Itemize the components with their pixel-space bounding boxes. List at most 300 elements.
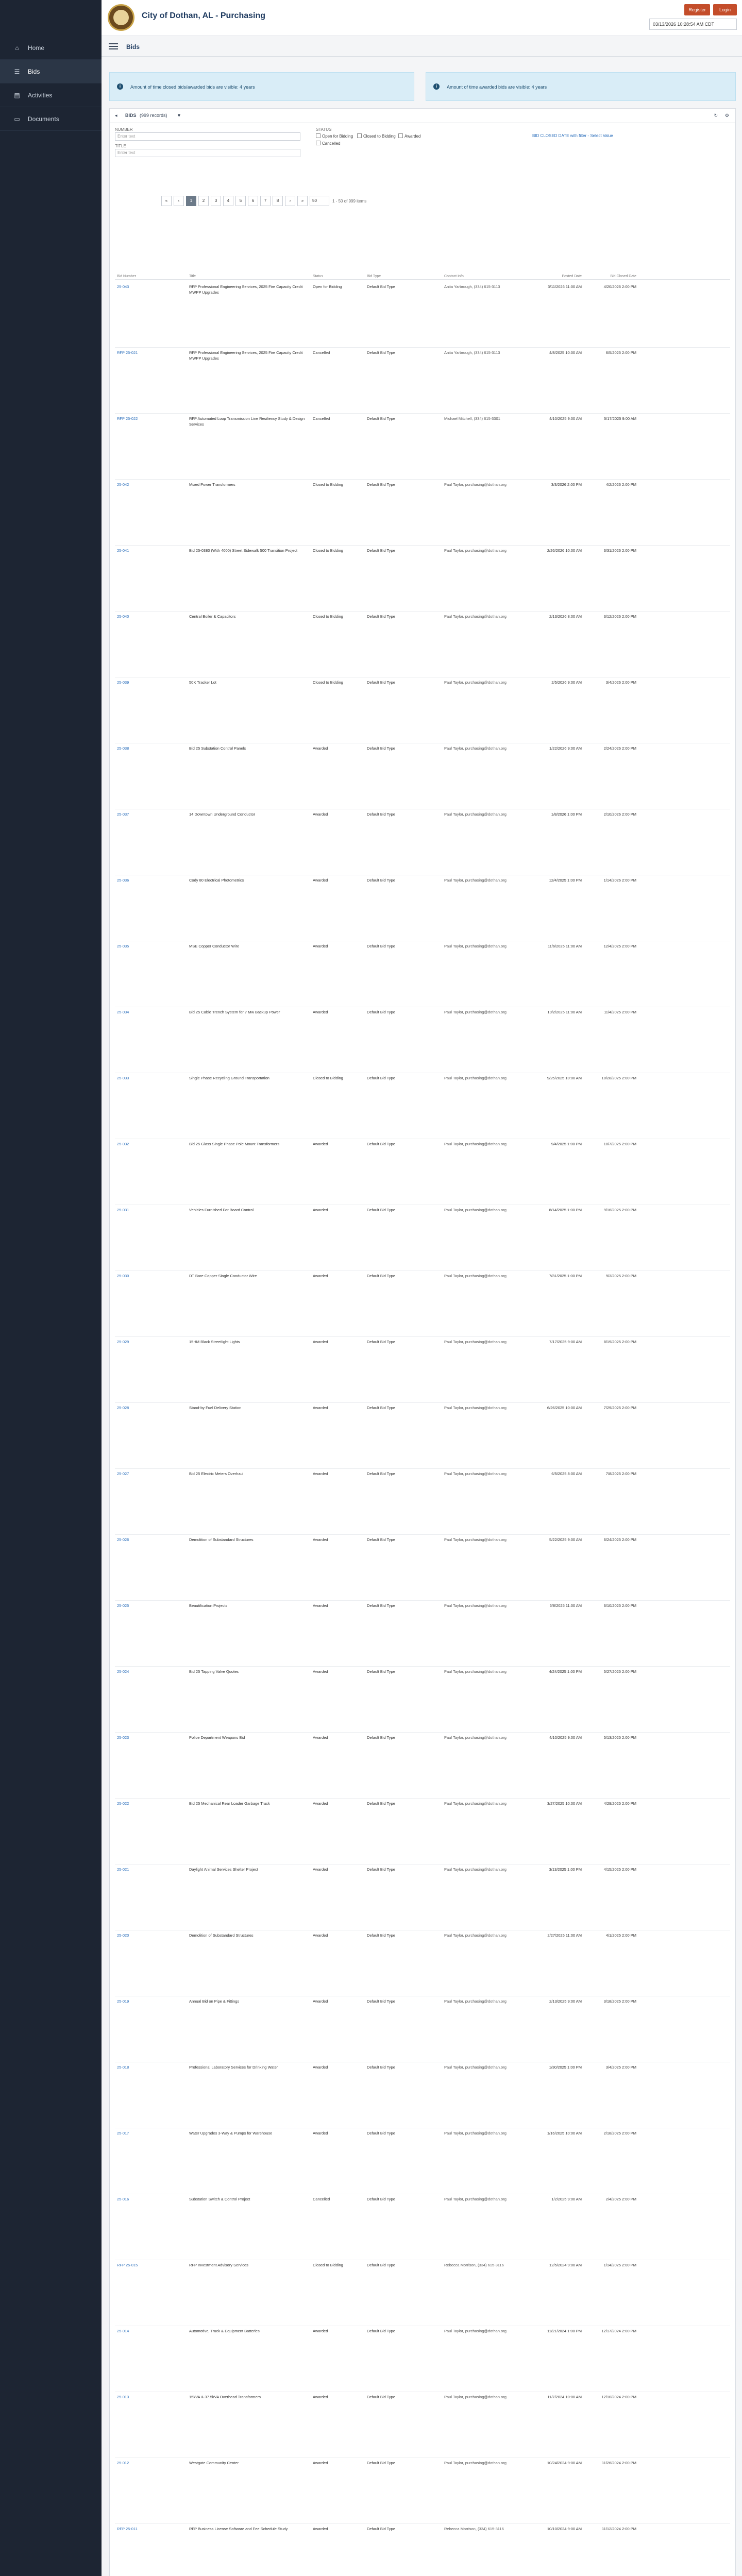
bid-number-link[interactable]: 25-026 (117, 1537, 129, 1542)
bid-number-link[interactable]: 25-035 (117, 944, 129, 948)
table-cell: 7/29/2025 2:00 PM (603, 1405, 636, 1410)
table-cell: 3/18/2025 2:00 PM (603, 1999, 636, 2004)
table-cell: Paul Taylor, purchasing@dothan.org (444, 878, 507, 883)
pager-next[interactable]: › (285, 196, 295, 206)
table-cell: Paul Taylor, purchasing@dothan.org (444, 2395, 507, 2399)
table-cell: 6/5/2025 8:00 AM (551, 1471, 582, 1476)
table-row[interactable] (115, 1205, 730, 1271)
table-cell: Default Bid Type (367, 878, 395, 883)
table-cell: 10/2/2025 11:00 AM (547, 1010, 582, 1014)
table-cell: Default Bid Type (367, 2461, 395, 2465)
bid-number-link[interactable]: 25-014 (117, 2329, 129, 2333)
table-cell: 4/2/2026 2:00 PM (605, 482, 636, 487)
table-cell: Awarded (313, 1669, 328, 1674)
table-row[interactable] (115, 2062, 730, 2128)
pager-first[interactable]: « (161, 196, 172, 206)
bid-number-link[interactable]: 25-030 (117, 1274, 129, 1278)
table-cell: Awarded (313, 1340, 328, 1344)
bids-panel (109, 108, 736, 2576)
bid-number-link[interactable]: 25-043 (117, 284, 129, 289)
table-cell: 2/4/2025 2:00 PM (605, 2197, 636, 2201)
sidebar-item-home[interactable] (0, 36, 102, 60)
table-cell: 2/5/2026 9:00 AM (551, 680, 582, 685)
table-row[interactable] (115, 1996, 730, 2062)
table-cell: 4/1/2025 2:00 PM (605, 1933, 636, 1938)
table-cell: Awarded (313, 1735, 328, 1740)
table-cell: 1/22/2026 9:00 AM (549, 746, 582, 751)
table-cell: MSE Copper Conductor Wire (189, 944, 240, 948)
bid-number-link[interactable]: 25-033 (117, 1076, 129, 1080)
panel-toolbar (110, 109, 735, 123)
table-cell: Paul Taylor, purchasing@dothan.org (444, 2131, 507, 2136)
bid-number-link[interactable]: 25-013 (117, 2395, 129, 2399)
table-row[interactable] (115, 1139, 730, 1205)
table-cell: 12/17/2024 2:00 PM (601, 2329, 636, 2333)
table-cell: 4/20/2026 2:00 PM (603, 284, 636, 289)
settings-icon[interactable]: ⚙ (724, 113, 729, 118)
table-cell: Default Bid Type (367, 1603, 395, 1608)
table-cell: 3/11/2026 11:00 AM (547, 284, 582, 289)
bid-number-link[interactable]: 25-034 (117, 1010, 129, 1014)
table-cell: Paul Taylor, purchasing@dothan.org (444, 1669, 507, 1674)
pager-info: 1 - 50 of 999 items (332, 198, 367, 204)
table-cell: Paul Taylor, purchasing@dothan.org (444, 812, 507, 817)
table-cell: Annual Bid on Pipe & Fittings (189, 1999, 240, 2004)
table-cell: Paul Taylor, purchasing@dothan.org (444, 2461, 507, 2465)
table-cell: 1/8/2026 1:00 PM (551, 812, 582, 817)
table-cell: Paul Taylor, purchasing@dothan.org (444, 1208, 507, 1212)
bid-number-link[interactable]: RFP 25-015 (117, 2263, 138, 2267)
table-cell: Cancelled (313, 2197, 330, 2201)
table-cell: Anita Yarbrough, (334) 615-3113 (444, 284, 500, 289)
table-cell: 6/26/2025 10:00 AM (547, 1405, 582, 1410)
bid-number-link[interactable]: 25-019 (117, 1999, 129, 2004)
table-row[interactable] (115, 282, 730, 348)
table-row[interactable] (115, 2326, 730, 2392)
table-cell: Closed to Bidding (313, 2263, 343, 2267)
table-cell: Awarded (313, 1867, 328, 1872)
refresh-icon[interactable]: ↻ (714, 113, 718, 118)
table-cell: RFP Automated Loop Transmission Line Resiliency Study & Design Services (189, 416, 305, 427)
table-row[interactable] (115, 414, 730, 480)
table-cell: Awarded (313, 878, 328, 883)
bid-number-link[interactable]: 25-025 (117, 1603, 129, 1608)
table-cell: Default Bid Type (367, 2197, 395, 2201)
table-cell: 9/4/2025 1:00 PM (551, 1142, 582, 1146)
col-header[interactable]: Status (313, 275, 323, 278)
table-row[interactable] (115, 1667, 730, 1733)
bid-number-link[interactable]: RFP 25-021 (117, 350, 138, 355)
bid-number-link[interactable]: 25-041 (117, 548, 129, 553)
table-cell: Default Bid Type (367, 1867, 395, 1872)
pager-page[interactable]: 1 (186, 196, 196, 206)
table-cell: Default Bid Type (367, 1537, 395, 1542)
documents-icon: ▭ (14, 115, 20, 123)
sidebar-item-label: Activities (28, 91, 53, 99)
table-cell: 2/10/2026 2:00 PM (603, 812, 636, 817)
table-cell: 14 Downtown Underground Conductor (189, 812, 255, 817)
table-cell: 3/3/2026 2:00 PM (551, 482, 582, 487)
table-cell: Paul Taylor, purchasing@dothan.org (444, 482, 507, 487)
bid-number-link[interactable]: 25-017 (117, 2131, 129, 2136)
table-cell: Bid 25-0380 (With 4000) Street Sidewalk 500 Transition Project (189, 548, 298, 553)
bid-number-link[interactable]: 25-031 (117, 1208, 129, 1212)
table-row[interactable] (115, 1865, 730, 1930)
alert-awarded-bids: i Amount of time awarded bids are visible: 4 years (426, 72, 736, 101)
table-cell: Paul Taylor, purchasing@dothan.org (444, 2197, 507, 2201)
table-cell: 4/8/2025 10:00 AM (549, 350, 582, 355)
col-header[interactable]: Title (189, 275, 196, 278)
register-button[interactable]: Register (684, 4, 710, 15)
table-cell: Default Bid Type (367, 548, 395, 553)
pager-last[interactable]: » (297, 196, 308, 206)
table-cell: Professional Laboratory Services for Drinking Water (189, 2065, 278, 2070)
table-cell: 11/26/2024 2:00 PM (602, 2461, 636, 2465)
bids-label: BIDS (125, 113, 137, 118)
table-cell: Bid 25 Glass Single Phase Pole Mount Transformers (189, 1142, 280, 1146)
table-cell: 6/10/2025 2:00 PM (603, 1603, 636, 1608)
table-cell: Paul Taylor, purchasing@dothan.org (444, 1340, 507, 1344)
bid-number-link[interactable]: 25-024 (117, 1669, 129, 1674)
table-cell: Michael Mitchell, (334) 615-3301 (444, 416, 500, 421)
filters-section (110, 123, 735, 190)
table-cell: Mixed Power Transformers (189, 482, 235, 487)
table-cell: Closed to Bidding (313, 482, 343, 487)
table-cell: RFP Business License Software and Fee Schedule Study (189, 2527, 288, 2531)
bid-number-link[interactable]: 25-036 (117, 878, 129, 883)
table-cell: Open for Bidding (313, 284, 342, 289)
table-cell: Daylight Animal Services Shelter Project (189, 1867, 258, 1872)
bid-number-link[interactable]: 25-042 (117, 482, 129, 487)
table-cell: Paul Taylor, purchasing@dothan.org (444, 746, 507, 751)
bid-number-link[interactable]: 25-040 (117, 614, 129, 619)
table-cell: 7/17/2025 9:00 AM (549, 1340, 582, 1344)
table-row[interactable] (115, 743, 730, 809)
status-closed-checkbox[interactable]: Closed to Bidding (357, 133, 396, 139)
bid-number-link[interactable]: 25-039 (117, 680, 129, 685)
table-cell: Awarded (313, 2329, 328, 2333)
table-cell: 1/2/2025 9:00 AM (551, 2197, 582, 2201)
table-cell: Rebecca Morrison, (334) 615-3116 (444, 2527, 504, 2531)
table-cell: 15kVA & 37.5kVA Overhead Transformers (189, 2395, 261, 2399)
bid-number-link[interactable]: 25-029 (117, 1340, 129, 1344)
table-cell: Bid 25 Mechanical Rear Loader Garbage Truck (189, 1801, 270, 1806)
pager-page[interactable]: 5 (235, 196, 246, 206)
table-cell: Default Bid Type (367, 812, 395, 817)
table-row[interactable] (115, 1007, 730, 1073)
table-cell: Awarded (313, 812, 328, 817)
table-cell: Paul Taylor, purchasing@dothan.org (444, 1537, 507, 1542)
table-cell: DT Bare Copper Single Conductor Wire (189, 1274, 257, 1278)
status-awarded-checkbox[interactable]: Awarded (398, 133, 420, 139)
bid-number-link[interactable]: 25-012 (117, 2461, 129, 2465)
bids-table-body (115, 282, 730, 2576)
table-cell: Paul Taylor, purchasing@dothan.org (444, 1867, 507, 1872)
table-cell: Default Bid Type (367, 2263, 395, 2267)
table-cell: 5/8/2025 11:00 AM (549, 1603, 582, 1608)
table-cell: 10/10/2024 9:00 AM (547, 2527, 582, 2531)
status-label: STATUS (316, 127, 332, 132)
table-cell: 2/13/2026 8:00 AM (549, 614, 582, 619)
table-cell: Default Bid Type (367, 1735, 395, 1740)
table-cell: Paul Taylor, purchasing@dothan.org (444, 548, 507, 553)
table-cell: 3/13/2025 1:00 PM (549, 1867, 582, 1872)
table-cell: Default Bid Type (367, 1076, 395, 1080)
table-cell: Bid 25 Substation Control Panels (189, 746, 246, 751)
table-cell: 3/4/2025 2:00 PM (605, 2065, 636, 2070)
table-cell: 6/24/2025 2:00 PM (603, 1537, 636, 1542)
table-row[interactable] (115, 1337, 730, 1403)
bid-number-link[interactable]: 25-022 (117, 1801, 129, 1806)
table-row[interactable] (115, 2260, 730, 2326)
table-row[interactable] (115, 2524, 730, 2576)
table-row[interactable] (115, 480, 730, 546)
page-header (102, 36, 742, 57)
table-cell: Automotive, Truck & Equipment Batteries (189, 2329, 260, 2333)
table-cell: Default Bid Type (367, 2329, 395, 2333)
table-cell: 12/5/2024 9:00 AM (549, 2263, 582, 2267)
table-cell: Stand-by Fuel Delivery Station (189, 1405, 242, 1410)
table-cell: Awarded (313, 1208, 328, 1212)
table-row[interactable] (115, 2392, 730, 2458)
table-cell: 3/4/2026 2:00 PM (605, 680, 636, 685)
bid-number-link[interactable]: 25-021 (117, 1867, 129, 1872)
table-row[interactable] (115, 809, 730, 875)
table-cell: Awarded (313, 1405, 328, 1410)
table-cell: Awarded (313, 1999, 328, 2004)
table-row[interactable] (115, 546, 730, 612)
table-cell: Paul Taylor, purchasing@dothan.org (444, 2329, 507, 2333)
table-cell: 3/12/2026 2:00 PM (603, 614, 636, 619)
table-cell: Default Bid Type (367, 2065, 395, 2070)
table-row[interactable] (115, 1271, 730, 1337)
table-row[interactable] (115, 1073, 730, 1139)
bid-number-link[interactable]: 25-020 (117, 1933, 129, 1938)
table-cell: 9/25/2025 10:00 AM (547, 1076, 582, 1080)
table-cell: Awarded (313, 2461, 328, 2465)
bid-number-link[interactable]: RFP 25-011 (117, 2527, 138, 2531)
sidebar-item-documents[interactable] (0, 107, 102, 131)
sidebar-item-activities[interactable] (0, 83, 102, 107)
table-cell: 5/27/2025 2:00 PM (603, 1669, 636, 1674)
table-row[interactable] (115, 1930, 730, 1996)
table-cell: Paul Taylor, purchasing@dothan.org (444, 2065, 507, 2070)
table-row[interactable] (115, 348, 730, 414)
table-cell: Westgate Community Center (189, 2461, 239, 2465)
table-cell: 3/31/2026 2:00 PM (603, 548, 636, 553)
table-cell: Paul Taylor, purchasing@dothan.org (444, 1999, 507, 2004)
table-cell: Default Bid Type (367, 1669, 395, 1674)
table-cell: 11/21/2024 1:00 PM (547, 2329, 582, 2333)
table-row[interactable] (115, 1469, 730, 1535)
table-row[interactable] (115, 2194, 730, 2260)
menu-toggle-icon[interactable] (109, 42, 118, 50)
table-row[interactable] (115, 612, 730, 677)
table-cell: Paul Taylor, purchasing@dothan.org (444, 1405, 507, 1410)
table-cell: Awarded (313, 1603, 328, 1608)
table-cell: 8/19/2025 2:00 PM (603, 1340, 636, 1344)
activities-icon: ▤ (14, 91, 20, 99)
table-cell: 11/6/2025 11:00 AM (547, 944, 582, 948)
login-button[interactable]: Login (713, 4, 737, 15)
table-row[interactable] (115, 875, 730, 941)
table-row[interactable] (115, 2458, 730, 2524)
table-cell: Single Phase Recycling Ground Transportation (189, 1076, 269, 1080)
sidebar-item-label: Bids (28, 67, 40, 75)
status-cancelled-checkbox[interactable]: Cancelled (316, 141, 341, 146)
table-cell: Cancelled (313, 350, 330, 355)
table-cell: Anita Yarbrough, (334) 615-3113 (444, 350, 500, 355)
table-cell: 10/24/2024 9:00 AM (547, 2461, 582, 2465)
bid-number-link[interactable]: 25-038 (117, 746, 129, 751)
sidebar-item-label: Documents (28, 115, 59, 123)
pager-page[interactable]: 4 (223, 196, 233, 206)
table-row[interactable] (115, 1601, 730, 1667)
table-cell: Awarded (313, 1274, 328, 1278)
pager-page[interactable]: 3 (211, 196, 221, 206)
table-cell: Awarded (313, 2065, 328, 2070)
table-cell: Rebecca Morrison, (334) 615-3116 (444, 2263, 504, 2267)
sidebar (0, 0, 102, 2576)
table-cell: Awarded (313, 1471, 328, 1476)
table-cell: Closed to Bidding (313, 1076, 343, 1080)
table-row[interactable] (115, 1403, 730, 1469)
status-open-checkbox[interactable]: Open for Bidding (316, 133, 353, 139)
table-row[interactable] (115, 677, 730, 743)
bid-number-link[interactable]: 25-028 (117, 1405, 129, 1410)
table-cell: Closed to Bidding (313, 614, 343, 619)
table-cell: Awarded (313, 2527, 328, 2531)
filter-icon[interactable]: ▼ (177, 113, 181, 118)
table-cell: Default Bid Type (367, 1010, 395, 1014)
table-cell: 10/28/2025 2:00 PM (601, 1076, 636, 1080)
table-cell: 9/3/2025 2:00 PM (605, 1274, 636, 1278)
table-cell: 4/24/2025 1:00 PM (549, 1669, 582, 1674)
table-cell: Paul Taylor, purchasing@dothan.org (444, 1274, 507, 1278)
col-header[interactable]: Bid Closed Date (610, 275, 636, 278)
table-cell: Beautification Projects (189, 1603, 228, 1608)
back-icon[interactable]: ◂ (115, 113, 117, 118)
bid-number-link[interactable]: 25-027 (117, 1471, 129, 1476)
table-cell: Demolition of Substandard Structures (189, 1537, 254, 1542)
table-row[interactable] (115, 2128, 730, 2194)
table-cell: Paul Taylor, purchasing@dothan.org (444, 1471, 507, 1476)
table-cell: Default Bid Type (367, 2395, 395, 2399)
table-cell: Paul Taylor, purchasing@dothan.org (444, 1933, 507, 1938)
table-cell: 1/16/2025 10:00 AM (547, 2131, 582, 2136)
table-cell: Paul Taylor, purchasing@dothan.org (444, 944, 507, 948)
bid-number-link[interactable]: 25-037 (117, 812, 129, 817)
pager-page[interactable]: 2 (198, 196, 209, 206)
pager-page[interactable]: 7 (260, 196, 271, 206)
number-input[interactable]: Enter text (115, 132, 300, 141)
table-cell: Awarded (313, 1142, 328, 1146)
sidebar-item-bids[interactable] (0, 60, 102, 83)
table-cell: 5/13/2025 2:00 PM (603, 1735, 636, 1740)
bid-number-link[interactable]: RFP 25-022 (117, 416, 138, 421)
table-cell: Awarded (313, 746, 328, 751)
table-cell: Paul Taylor, purchasing@dothan.org (444, 1010, 507, 1014)
table-cell: 15HM Black Streetlight Lights (189, 1340, 240, 1344)
table-cell: Bid 25 Electric Meters Overhaul (189, 1471, 244, 1476)
table-cell: Cody 80 Electrical Photometrics (189, 878, 244, 883)
table-cell: 11/7/2024 10:00 AM (547, 2395, 582, 2399)
table-cell: Default Bid Type (367, 1933, 395, 1938)
table-cell: Awarded (313, 2131, 328, 2136)
title-input[interactable]: Enter text (115, 149, 300, 157)
info-icon: i (433, 83, 440, 90)
table-cell: Default Bid Type (367, 944, 395, 948)
col-header[interactable]: Bid Type (367, 275, 381, 278)
table-cell: Default Bid Type (367, 614, 395, 619)
table-cell: Substation Switch & Control Project (189, 2197, 250, 2201)
bid-number-link[interactable]: 25-016 (117, 2197, 129, 2201)
closed-date-filter[interactable]: BID CLOSED DATE with filter - Select Value (532, 133, 613, 138)
pager-prev[interactable]: ‹ (174, 196, 184, 206)
table-cell: 1/30/2025 1:00 PM (549, 2065, 582, 2070)
table-row[interactable] (115, 1799, 730, 1865)
table-cell: 1/14/2025 2:00 PM (603, 2263, 636, 2267)
pager-page[interactable]: 6 (248, 196, 258, 206)
number-label: NUMBER (115, 127, 133, 132)
table-cell: Default Bid Type (367, 1208, 395, 1212)
col-header[interactable]: Contact Info (444, 275, 464, 278)
col-header[interactable]: Posted Date (562, 275, 582, 278)
table-cell: 4/10/2025 9:00 AM (549, 416, 582, 421)
table-cell: Central Boiler & Capacitors (189, 614, 236, 619)
table-row[interactable] (115, 1733, 730, 1799)
table-cell: 7/8/2025 2:00 PM (605, 1471, 636, 1476)
table-cell: Default Bid Type (367, 1999, 395, 2004)
table-header (115, 273, 730, 280)
table-cell: Demolition of Substandard Structures (189, 1933, 254, 1938)
record-count: (999 records) (140, 113, 167, 118)
table-row[interactable] (115, 1535, 730, 1601)
table-cell: Default Bid Type (367, 1274, 395, 1278)
table-cell: RFP Professional Engineering Services, 2025 Fire Capacity Credit MWPP Upgrades (189, 350, 303, 361)
table-cell: Default Bid Type (367, 350, 395, 355)
table-cell: 5/17/2025 9:00 AM (604, 416, 636, 421)
table-cell: Default Bid Type (367, 2527, 395, 2531)
table-cell: Bid 25 Tapping Valve Quotes (189, 1669, 239, 1674)
pager-page[interactable]: 8 (273, 196, 283, 206)
table-cell: Paul Taylor, purchasing@dothan.org (444, 1142, 507, 1146)
table-cell: Closed to Bidding (313, 680, 343, 685)
table-cell: Awarded (313, 1801, 328, 1806)
table-cell: Water Upgrades 3-Way & Pumps for Warehouse (189, 2131, 273, 2136)
table-cell: 2/18/2025 2:00 PM (603, 2131, 636, 2136)
table-cell: 12/4/2025 1:00 PM (549, 878, 582, 883)
col-header[interactable]: Bid Number (117, 275, 136, 278)
table-cell: 50K Tracker Lot (189, 680, 216, 685)
table-cell: 2/13/2025 9:00 AM (549, 1999, 582, 2004)
table-cell: 4/15/2025 2:00 PM (603, 1867, 636, 1872)
table-cell: Awarded (313, 944, 328, 948)
bid-number-link[interactable]: 25-023 (117, 1735, 129, 1740)
table-cell: 2/26/2026 10:00 AM (547, 548, 582, 553)
bid-number-link[interactable]: 25-018 (117, 2065, 129, 2070)
table-cell: Paul Taylor, purchasing@dothan.org (444, 614, 507, 619)
page-size-select[interactable]: 50 (310, 196, 329, 206)
bid-number-link[interactable]: 25-032 (117, 1142, 129, 1146)
bids-icon: ☰ (14, 67, 20, 75)
table-row[interactable] (115, 941, 730, 1007)
home-icon: ⌂ (15, 44, 19, 52)
info-icon: i (117, 83, 123, 90)
table-cell: Default Bid Type (367, 1142, 395, 1146)
table-cell: 12/4/2025 2:00 PM (603, 944, 636, 948)
table-cell: 2/27/2025 11:00 AM (547, 1933, 582, 1938)
